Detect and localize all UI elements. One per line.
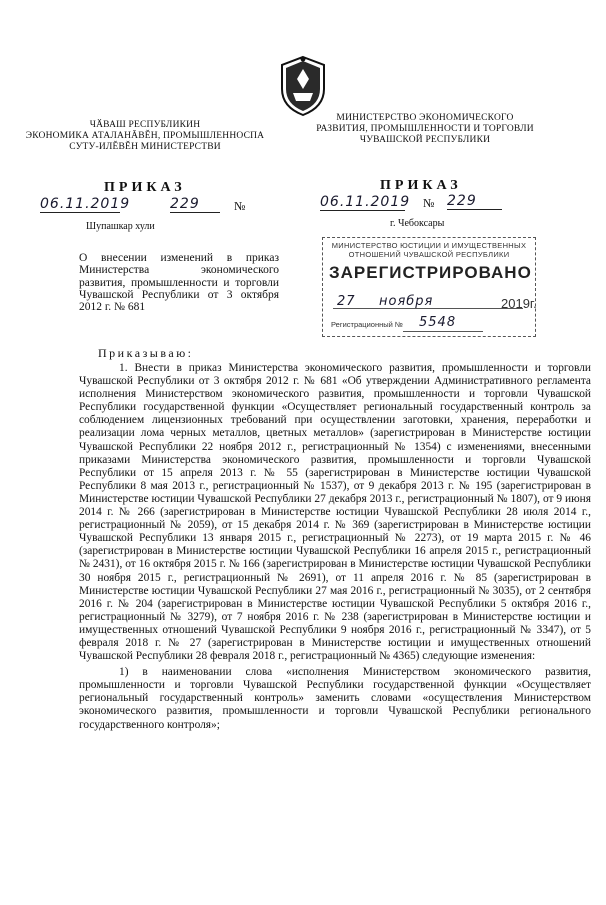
stamp-date-underline xyxy=(333,308,523,309)
stamp-day: 27 xyxy=(337,294,356,309)
header-right-line: РАЗВИТИЯ, ПРОМЫШЛЕННОСТИ И ТОРГОВЛИ xyxy=(316,124,534,134)
order-number-right: 229 xyxy=(447,193,502,210)
header-left-line: ЭКОНОМИКА АТАЛАНĂВĚН, ПРОМЫШЛЕННОСПА xyxy=(25,131,265,141)
header-left-line: СУТУ-ИЛĚВĚН МИНИСТЕРСТВИ xyxy=(69,142,221,152)
registration-stamp xyxy=(322,237,536,337)
order-title-right: ПРИКАЗ xyxy=(380,178,462,193)
stamp-organization-line: МИНИСТЕРСТВО ЮСТИЦИИ И ИМУЩЕСТВЕННЫХ xyxy=(331,241,527,250)
header-right-organization xyxy=(305,113,545,146)
body-paragraph: 1. Внести в приказ Министерства экономического развития, промышленности и торговли Чувашской Республики от 3 октября 2012 г. № 681 «Об утверждении Административного регламента исполнения Министерством экономического развития, промышленности и торговли Чувашской Республики государственной функции «Осуществляет региональный государственный контроль за соблюдением лицензионных требований при осуществлении заготовки, хранения, переработки и реализации лома черных металлов, цветных металлов» (зарегистрирован в Министерстве юстиции Чувашской Республики 22 ноября 2012 г., регистрационный № 1354) с изменениями, внесенными приказами Министерства экономического развития, промышленности и торговли Чувашской Республики от 15 апреля 2013 г. № 55 (зарегистрирован в Министерстве юстиции Чувашской Республики 8 мая 2013 г., регистрационный № 1537), от 9 декабря 2013 г. № 195 (зарегистрирован в Министерстве юстиции Чувашской Республики 27 декабря 2013 г., регистрационный № 1807), от 9 июня 2014 г. № 266 (зарегистрирован в Министерстве юстиции Чувашской Республики 28 июля 2014 г., регистрационный № 2059), от 15 декабря 2014 г. № 369 (зарегистрирован в Министерстве юстиции Чувашской Республики 13 января 2015 г., регистрационный № 2273), от 19 марта 2015 г. № 46 (зарегистрирован в Министерстве юстиции Чувашской Республики 16 апреля 2015 г., регистрационный № 2431), от 16 октября 2015 г. № 166 (зарегистрирован в Министерстве юстиции Чувашской Республики 30 ноября 2015 г., регистрационный № 2691), от 11 апреля 2016 г. № 85 (зарегистрирован в Министерстве юстиции Чувашской Республики 27 мая 2016 г., регистрационный № 3035), от 2 сентября 2016 г. № 204 (зарегистрирован в Министерстве юстиции Чувашской Республики 5 октября 2016 г., регистрационный № 3279), от 7 ноября 2016 г. № 238 (зарегистрирован в Министерстве юстиции и имущественных отношений Чувашской Республики 9 ноября 2016 г., регистрационный № 3347), от 5 февраля 2018 г. № 27 (зарегистрирован в Министерстве юстиции и имущественных отношений Чувашской Республики 28 февраля 2018 г., регистрационный № 4365) следующие изменения: xyxy=(79,362,591,663)
order-date-right: 06.11.2019 xyxy=(320,194,411,210)
stamp-organization xyxy=(329,241,529,259)
order-number-left: 229 xyxy=(170,196,220,213)
stamp-title: ЗАРЕГИСТРИРОВАНО xyxy=(329,263,532,282)
city-left: Шупашкар хули xyxy=(86,221,155,232)
order-title-left: ПРИКАЗ xyxy=(104,180,186,195)
stamp-organization-line: ОТНОШЕНИЙ ЧУВАШСКОЙ РЕСПУБЛИКИ xyxy=(348,250,510,259)
stamp-month: ноября xyxy=(379,294,434,309)
order-directive-word: Приказываю: xyxy=(98,346,194,360)
header-left-line: ЧӐВАШ РЕСПУБЛИКИН xyxy=(89,120,201,130)
order-subject: О внесении изменений в приказ Министерства экономического развития, промышленности и торговли Чувашской Республики от 3 октября 2012 г. № 681 xyxy=(79,252,279,314)
stamp-reg-underline xyxy=(403,331,483,332)
stamp-year: 2019г. xyxy=(501,296,537,311)
number-sign-left: № xyxy=(234,199,246,213)
stamp-reg-number: 5548 xyxy=(419,315,457,330)
order-body xyxy=(79,362,591,732)
number-sign-right: № xyxy=(423,196,435,210)
header-right-line: ЧУВАШСКОЙ РЕСПУБЛИКИ xyxy=(359,135,491,145)
stamp-reg-label: Регистрационный № xyxy=(331,320,403,329)
order-date-left: 06.11.2019 xyxy=(40,196,131,212)
body-paragraph: 1) в наименовании слова «исполнения Министерством экономического развития, промышленности и торговли Чувашской Республики государственной функции «Осуществляет региональный государственный контроль» заменить словами «осуществления Министерством экономического развития, промышленности и торговли Чувашской Республики регионального государственного контроля»; xyxy=(79,666,591,731)
header-right-line: МИНИСТЕРСТВО ЭКОНОМИЧЕСКОГО xyxy=(336,113,514,123)
header-left-organization xyxy=(20,120,270,153)
city-right: г. Чебоксары xyxy=(390,218,445,229)
coat-of-arms-emblem xyxy=(276,55,330,117)
